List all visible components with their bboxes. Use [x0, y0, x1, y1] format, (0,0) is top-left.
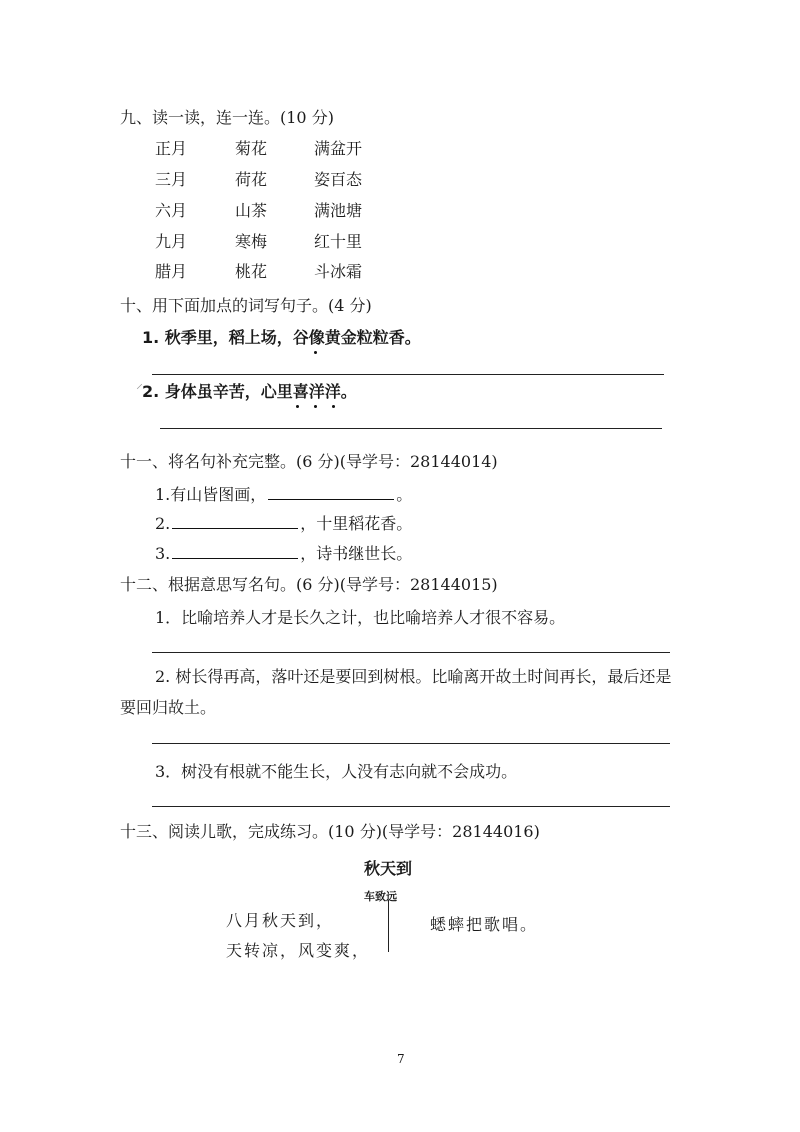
q9-col2-item[interactable]: 山茶 [235, 201, 268, 220]
q9-col2-item[interactable]: 寒梅 [235, 232, 268, 251]
q11-item-1-suffix: 。 [396, 485, 413, 504]
q9-col2-item[interactable]: 桃花 [235, 262, 268, 281]
emphasis-dot [332, 405, 335, 408]
q11-blank-3[interactable] [172, 544, 298, 559]
q10-title: 十、用下面加点的词写句子。(4 分) [120, 296, 372, 315]
q12-title: 十二、根据意思写名句。(6 分)(导学号：28144015) [120, 575, 498, 594]
q10-answer-line-1[interactable] [152, 374, 664, 375]
q9-col3-item[interactable]: 红十里 [314, 232, 363, 251]
poem-line-right-1: 蟋蟀把歌唱。 [430, 915, 539, 934]
q9-col3-item[interactable]: 斗冰霜 [314, 262, 363, 281]
q11-item-3-prefix: 3. [155, 544, 171, 563]
q12-item-2-line-2: 要回归故土。 [120, 698, 217, 717]
q12-item-2-line-1: 2. 树长得再高，落叶还是要回到树根。比喻离开故土时间再长，最后还是 [155, 667, 672, 686]
q12-answer-line-2[interactable] [152, 743, 670, 744]
q10-sentence-2: 2. 身体虽辛苦，心里喜洋洋。 [142, 382, 357, 401]
q9-col1-item[interactable]: 九月 [155, 232, 188, 251]
q11-item-1 [155, 485, 412, 505]
q9-col1-item[interactable]: 六月 [155, 201, 188, 220]
q9-col1-item[interactable]: 三月 [155, 170, 188, 189]
q9-col2-item[interactable]: 菊花 [235, 139, 268, 158]
q11-item-1-prefix: 1.有山皆图画， [155, 485, 267, 504]
q11-item-3 [155, 544, 412, 564]
q9-title: 九、读一读，连一连。(10 分) [120, 108, 334, 127]
q9-col1-item[interactable]: 正月 [155, 139, 188, 158]
emphasis-dot [296, 405, 299, 408]
q9-col1-item[interactable]: 腊月 [155, 262, 188, 281]
q12-answer-line-3[interactable] [152, 806, 670, 807]
poem-line-left-2: 天转凉，风变爽， [226, 941, 371, 960]
poem-author: 车致远 [364, 890, 397, 903]
q10-sentence-1: 1. 秋季里，稻上场，谷像黄金粒粒香。 [142, 328, 421, 347]
poem-title: 秋天到 [364, 859, 413, 878]
q9-col3-item[interactable]: 姿百态 [314, 170, 363, 189]
q11-item-3-suffix: ，诗书继世长。 [300, 544, 413, 563]
q11-blank-1[interactable] [268, 485, 394, 500]
q11-item-2-suffix: ，十里稻花香。 [300, 514, 413, 533]
q11-item-2 [155, 514, 412, 534]
q9-col2-item[interactable]: 荷花 [235, 170, 268, 189]
q12-answer-line-1[interactable] [152, 652, 670, 653]
q12-item-3: 3．树没有根就不能生长，人没有志向就不会成功。 [155, 762, 518, 781]
q12-item-1: 1．比喻培养人才是长久之计，也比喻培养人才很不容易。 [155, 608, 566, 627]
q10-answer-line-2[interactable] [160, 428, 662, 429]
scan-mark: ⸝ [136, 376, 143, 392]
q9-col3-item[interactable]: 满池塘 [314, 201, 363, 220]
page-number: 7 [397, 1052, 405, 1066]
poem-column-divider [388, 900, 389, 952]
q11-title: 十一、将名句补充完整。(6 分)(导学号：28144014) [120, 452, 498, 471]
poem-line-left-1: 八月秋天到， [226, 911, 335, 930]
q11-item-2-prefix: 2. [155, 514, 171, 533]
q13-title: 十三、阅读儿歌，完成练习。(10 分)(导学号：28144016) [120, 822, 540, 841]
q11-blank-2[interactable] [172, 514, 298, 529]
emphasis-dot [314, 351, 317, 354]
q9-col3-item[interactable]: 满盆开 [314, 139, 363, 158]
emphasis-dot [314, 405, 317, 408]
